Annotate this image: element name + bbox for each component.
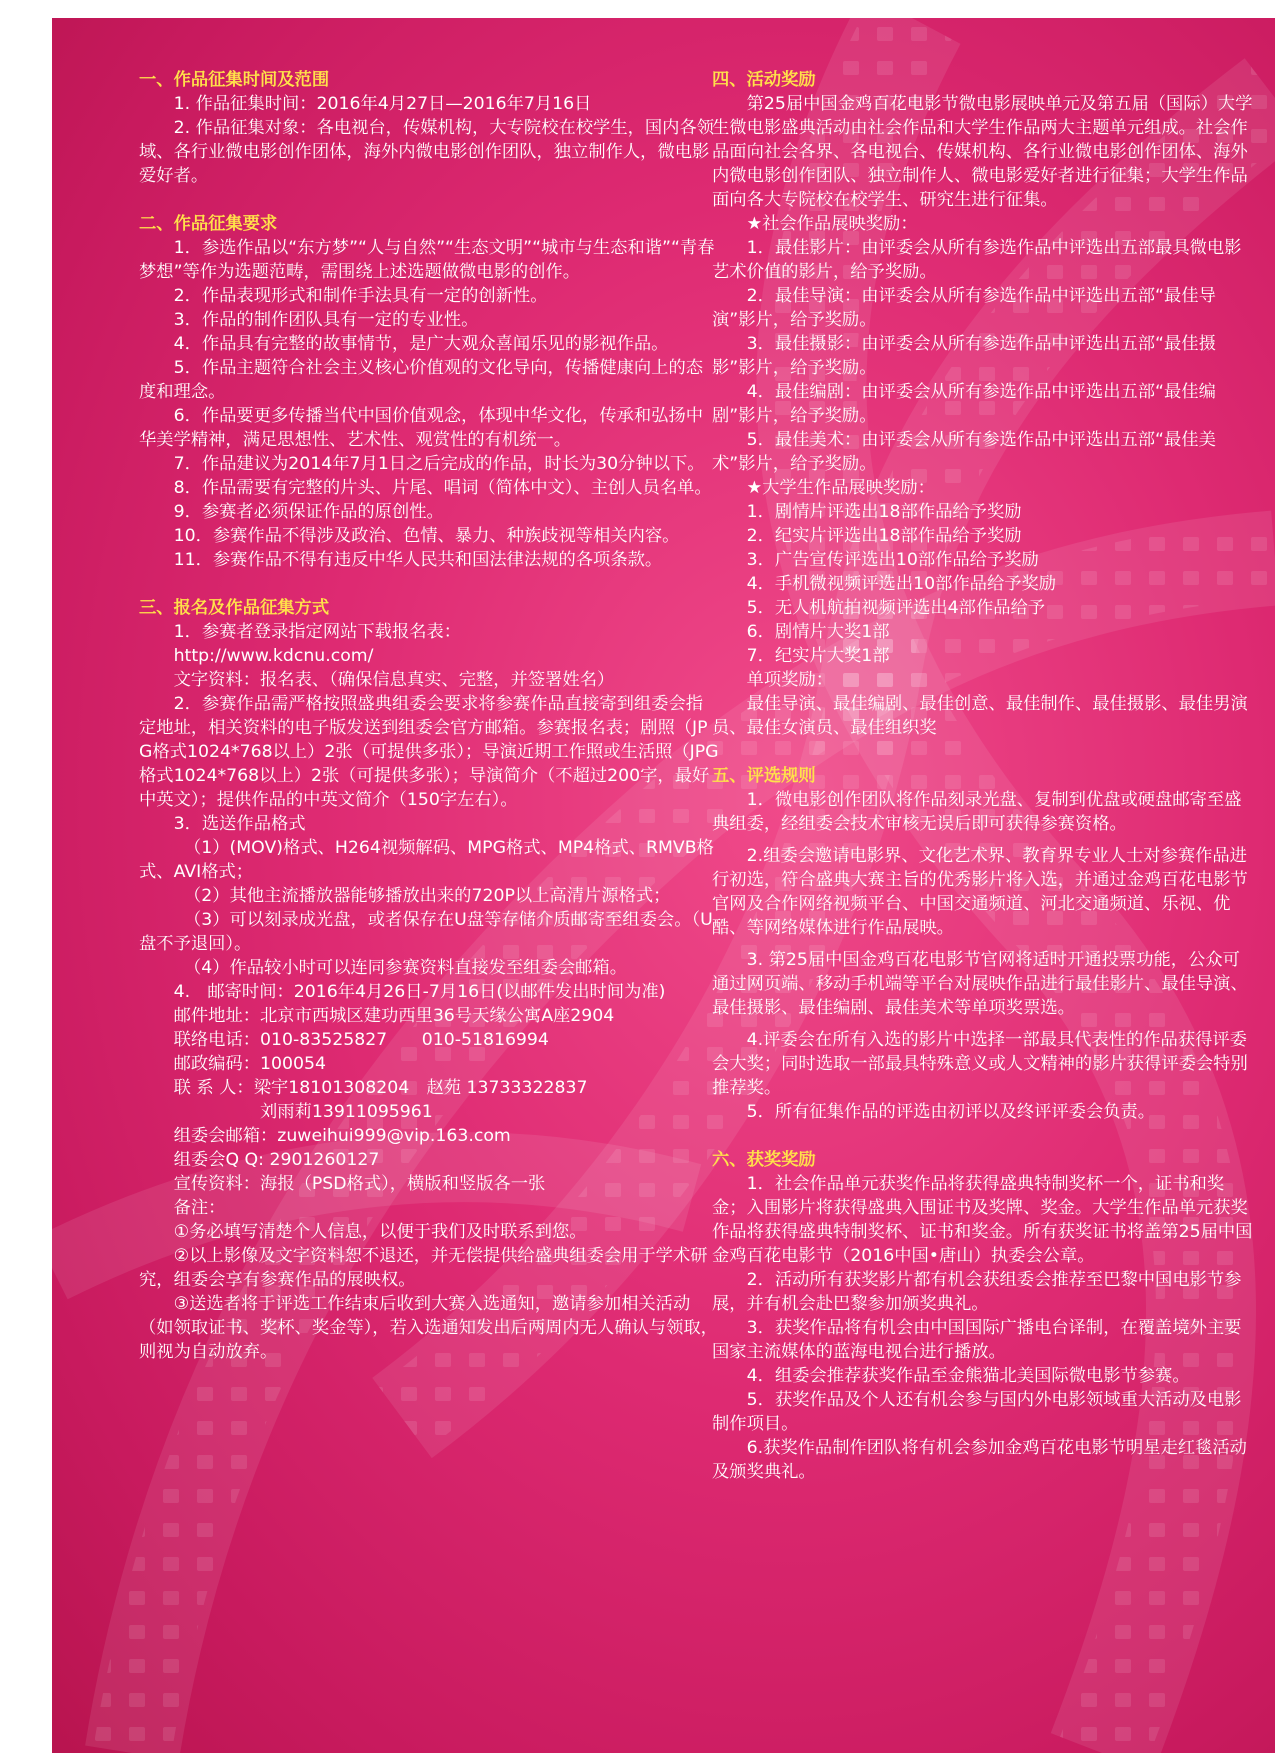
s4-student-2: 2．纪实片评选出18部作品给予奖励 xyxy=(746,526,1022,546)
s5-item-5: 5．所有征集作品的评选由初评以及终评评委会负责。 xyxy=(746,1102,1156,1122)
s1-item-2: 2. 作品征集对象：各电视台，传媒机构，大专院校在校学生，国内各领域、各行业微电影创作团体，海外内微电影创作团队，独立制作人，微电影爱好者。 xyxy=(139,118,715,186)
promo-materials: 宣传资料：海报（PSD格式），横版和竖版各一张 xyxy=(173,1174,546,1194)
left-column xyxy=(139,68,719,1364)
s4-social-2: 2．最佳导演：由评委会从所有参选作品中评选出五部“最佳导演”影片，给予奖励。 xyxy=(712,286,1216,330)
s2-item-2: 2．作品表现形式和制作手法具有一定的创新性。 xyxy=(173,286,548,306)
poster-page xyxy=(52,18,1275,1753)
committee-email[interactable]: 组委会邮箱：zuweihui999@vip.163.com xyxy=(173,1126,511,1146)
s2-item-8: 8．作品需要有完整的片头、片尾、唱词（简体中文）、主创人员名单。 xyxy=(173,478,712,498)
s5-item-3: 3. 第25届中国金鸡百花电影节官网将适时开通投票功能，公众可通过网页端、移动手机端等平台对展映作品进行最佳影片、最佳导演、最佳摄影、最佳编剧、最佳美术等单项奖票选。 xyxy=(712,950,1248,1018)
right-column xyxy=(712,68,1257,1484)
note-2: ②以上影像及文字资料恕不退还，并无偿提供给盛典组委会用于学术研究，组委会享有参赛作品的展映权。 xyxy=(139,1246,708,1290)
s3-text-materials: 文字资料：报名表、（确保信息真实、完整，并签署姓名） xyxy=(173,670,615,690)
note-3: ③送选者将于评选工作结束后收到大赛入选通知，邀请参加相关活动（如领取证书、奖杯、奖金等），若入选通知发出后两周内无人确认与领取，则视为自动放弃。 xyxy=(139,1294,718,1362)
note-1: ①务必填写清楚个人信息，以便于我们及时联系到您。 xyxy=(173,1222,587,1242)
s3-item-4: 4. 邮寄时间：2016年4月26日-7月16日(以邮件发出时间为准) xyxy=(173,982,666,1002)
s5-item-1: 1．微电影创作团队将作品刻录光盘、复制到优盘或硬盘邮寄至盛典组委，经组委会技术审核无误后即可获得参赛资格。 xyxy=(712,790,1242,834)
s4-student-1: 1．剧情片评选出18部作品给予奖励 xyxy=(746,502,1022,522)
s4-student-awards-label: ★大学生作品展映奖励： xyxy=(746,478,935,498)
s6-item-3: 3．获奖作品将有机会由中国国际广播电台译制，在覆盖境外主要国家主流媒体的蓝海电视台进行播放。 xyxy=(712,1318,1242,1362)
s3-format-4: （4）作品较小时可以连同参赛资料直接发至组委会邮箱。 xyxy=(183,958,627,978)
section-4-title: 四、活动奖励 xyxy=(712,70,816,90)
s5-item-2: 2.组委会邀请电影界、文化艺术界、教育界专业人士对参赛作品进行初选，符合盛典大赛主旨的优秀影片将入选，并通过金鸡百花电影节官网及合作网络视频平台、中国交通频道、河北交通频道、乐视、优酷、等网络媒体进行作品展映。 xyxy=(712,846,1248,938)
contact-phone: 联络电话：010-83525827 010-51816994 xyxy=(173,1030,549,1050)
s4-student-4: 4．手机微视频评选出10部作品给予奖励 xyxy=(746,574,1057,594)
notes-label: 备注： xyxy=(173,1198,226,1218)
s3-format-2: （2）其他主流播放器能够播放出来的720P以上高清片源格式； xyxy=(183,886,671,906)
s2-item-4: 4．作品具有完整的故事情节，是广大观众喜闻乐见的影视作品。 xyxy=(173,334,669,354)
section-5-title: 五、评选规则 xyxy=(712,766,816,786)
s4-social-awards-label: ★社会作品展映奖励： xyxy=(746,214,918,234)
s3-format-3: （3）可以刻录成光盘，或者保存在U盘等存储介质邮寄至组委会。（U盘不予退回）。 xyxy=(139,910,713,954)
s6-item-1: 1．社会作品单元获奖作品将获得盛典特制奖杯一个，证书和奖金；入围影片将获得盛典入围证书及奖牌、奖金。大学生作品单元获奖作品将获得盛典特制奖杯、证书和奖金。所有获奖证书将盖第25届中国金鸡百花电影节（2016中国•唐山）执委会公章。 xyxy=(712,1174,1253,1266)
committee-qq: 组委会Q Q: 2901260127 xyxy=(173,1150,380,1170)
website-link[interactable]: http://www.kdcnu.com/ xyxy=(173,646,374,666)
s6-item-2: 2．活动所有获奖影片都有机会获组委会推荐至巴黎中国电影节参展，并有机会赴巴黎参加颁奖典礼。 xyxy=(712,1270,1242,1314)
s4-social-3: 3．最佳摄影：由评委会从所有参选作品中评选出五部“最佳摄影”影片，给予奖励。 xyxy=(712,334,1216,378)
s4-social-1: 1．最佳影片：由评委会从所有参选作品中评选出五部最具微电影艺术价值的影片，给予奖励。 xyxy=(712,238,1242,282)
section-1-title: 一、作品征集时间及范围 xyxy=(139,70,330,90)
s3-item-2: 2．参赛作品需严格按照盛典组委会要求将参赛作品直接寄到组委会指定地址，相关资料的电子版发送到组委会官方邮箱。参赛报名表；剧照（JPG格式1024*768以上）2张（可提供多张）；导演近期工作照或生活照（JPG格式1024*768以上）2张（可提供多张）；导演简介（不超过200字，最好中英文）；提供作品的中英文简介（150字左右）。 xyxy=(139,694,719,810)
s3-item-1: 1．参赛者登录指定网站下载报名表： xyxy=(173,622,462,642)
s4-single-awards-label: 单项奖励： xyxy=(746,670,834,690)
s4-student-7: 7．纪实片大奖1部 xyxy=(746,646,890,666)
section-3-title: 三、报名及作品征集方式 xyxy=(139,598,330,618)
s2-item-3: 3．作品的制作团队具有一定的专业性。 xyxy=(173,310,479,330)
s3-format-1: （1）(MOV)格式、H264视频解码、MPG格式、MP4格式、RMVB格式、AVI格式； xyxy=(139,838,714,882)
section-6-title: 六、获奖奖励 xyxy=(712,1150,816,1170)
s2-item-11: 11．参赛作品不得有违反中华人民共和国法律法规的各项条款。 xyxy=(173,550,663,570)
postal-code: 邮政编码：100054 xyxy=(173,1054,326,1074)
s4-social-4: 4．最佳编剧：由评委会从所有参选作品中评选出五部“最佳编剧”影片，给予奖励。 xyxy=(712,382,1216,426)
contact-persons: 联 系 人：梁宇18101308204 赵苑 13733322837 xyxy=(173,1078,588,1098)
section-2-title: 二、作品征集要求 xyxy=(139,214,278,234)
s2-item-9: 9．参赛者必须保证作品的原创性。 xyxy=(173,502,444,522)
s2-item-6: 6．作品要更多传播当代中国价值观念，体现中华文化，传承和弘扬中华美学精神，满足思想性、艺术性、观赏性的有机统一。 xyxy=(139,406,704,450)
s4-student-5: 5．无人机航拍视频评选出4部作品给予 xyxy=(746,598,1046,618)
s4-student-6: 6．剧情片大奖1部 xyxy=(746,622,890,642)
s1-item-1: 1. 作品征集时间：2016年4月27日—2016年7月16日 xyxy=(173,94,592,114)
s2-item-10: 10．参赛作品不得涉及政治、色情、暴力、种族歧视等相关内容。 xyxy=(173,526,680,546)
s2-item-7: 7．作品建议为2014年7月1日之后完成的作品，时长为30分钟以下。 xyxy=(173,454,705,474)
s3-item-3: 3．选送作品格式 xyxy=(173,814,306,834)
s4-intro: 第25届中国金鸡百花电影节微电影展映单元及第五届（国际）大学生微电影盛典活动由社会作品和大学生作品两大主题单元组成。社会作品面向社会各界、各电视台、传媒机构、各行业微电影创作团体、海外内微电影创作团队、独立制作人、微电影爱好者进行征集；大学生作品面向各大专院校在校学生、研究生进行征集。 xyxy=(712,94,1253,210)
s4-single-awards-list: 最佳导演、最佳编剧、最佳创意、最佳制作、最佳摄影、最佳男演员、最佳女演员、最佳组织奖 xyxy=(712,694,1248,738)
s4-student-3: 3．广告宣传评选出10部作品给予奖励 xyxy=(746,550,1039,570)
s6-item-6: 6.获奖作品制作团队将有机会参加金鸡百花电影节明星走红毯活动及颁奖典礼。 xyxy=(712,1438,1247,1482)
s5-item-4: 4.评委会在所有入选的影片中选择一部最具代表性的作品获得评委会大奖；同时选取一部最具特殊意义或人文精神的影片获得评委会特别推荐奖。 xyxy=(712,1030,1248,1098)
s2-item-1: 1．参选作品以“东方梦”“人与自然”“生态文明”“城市与生态和谐”“青春梦想”等作为选题范畴，需围绕上述选题做微电影的创作。 xyxy=(139,238,715,282)
mailing-address: 邮件地址：北京市西城区建功西里36号天缘公寓A座2904 xyxy=(173,1006,615,1026)
s4-social-5: 5．最佳美术：由评委会从所有参选作品中评选出五部“最佳美术”影片，给予奖励。 xyxy=(712,430,1216,474)
s6-item-5: 5．获奖作品及个人还有机会参与国内外电影领域重大活动及电影制作项目。 xyxy=(712,1390,1242,1434)
s6-item-4: 4．组委会推荐获奖作品至金熊猫北美国际微电影节参赛。 xyxy=(746,1366,1190,1386)
s2-item-5: 5．作品主题符合社会主义核心价值观的文化导向，传播健康向上的态度和理念。 xyxy=(139,358,704,402)
contact-persons-2: 刘雨莉13911095961 xyxy=(173,1102,433,1122)
